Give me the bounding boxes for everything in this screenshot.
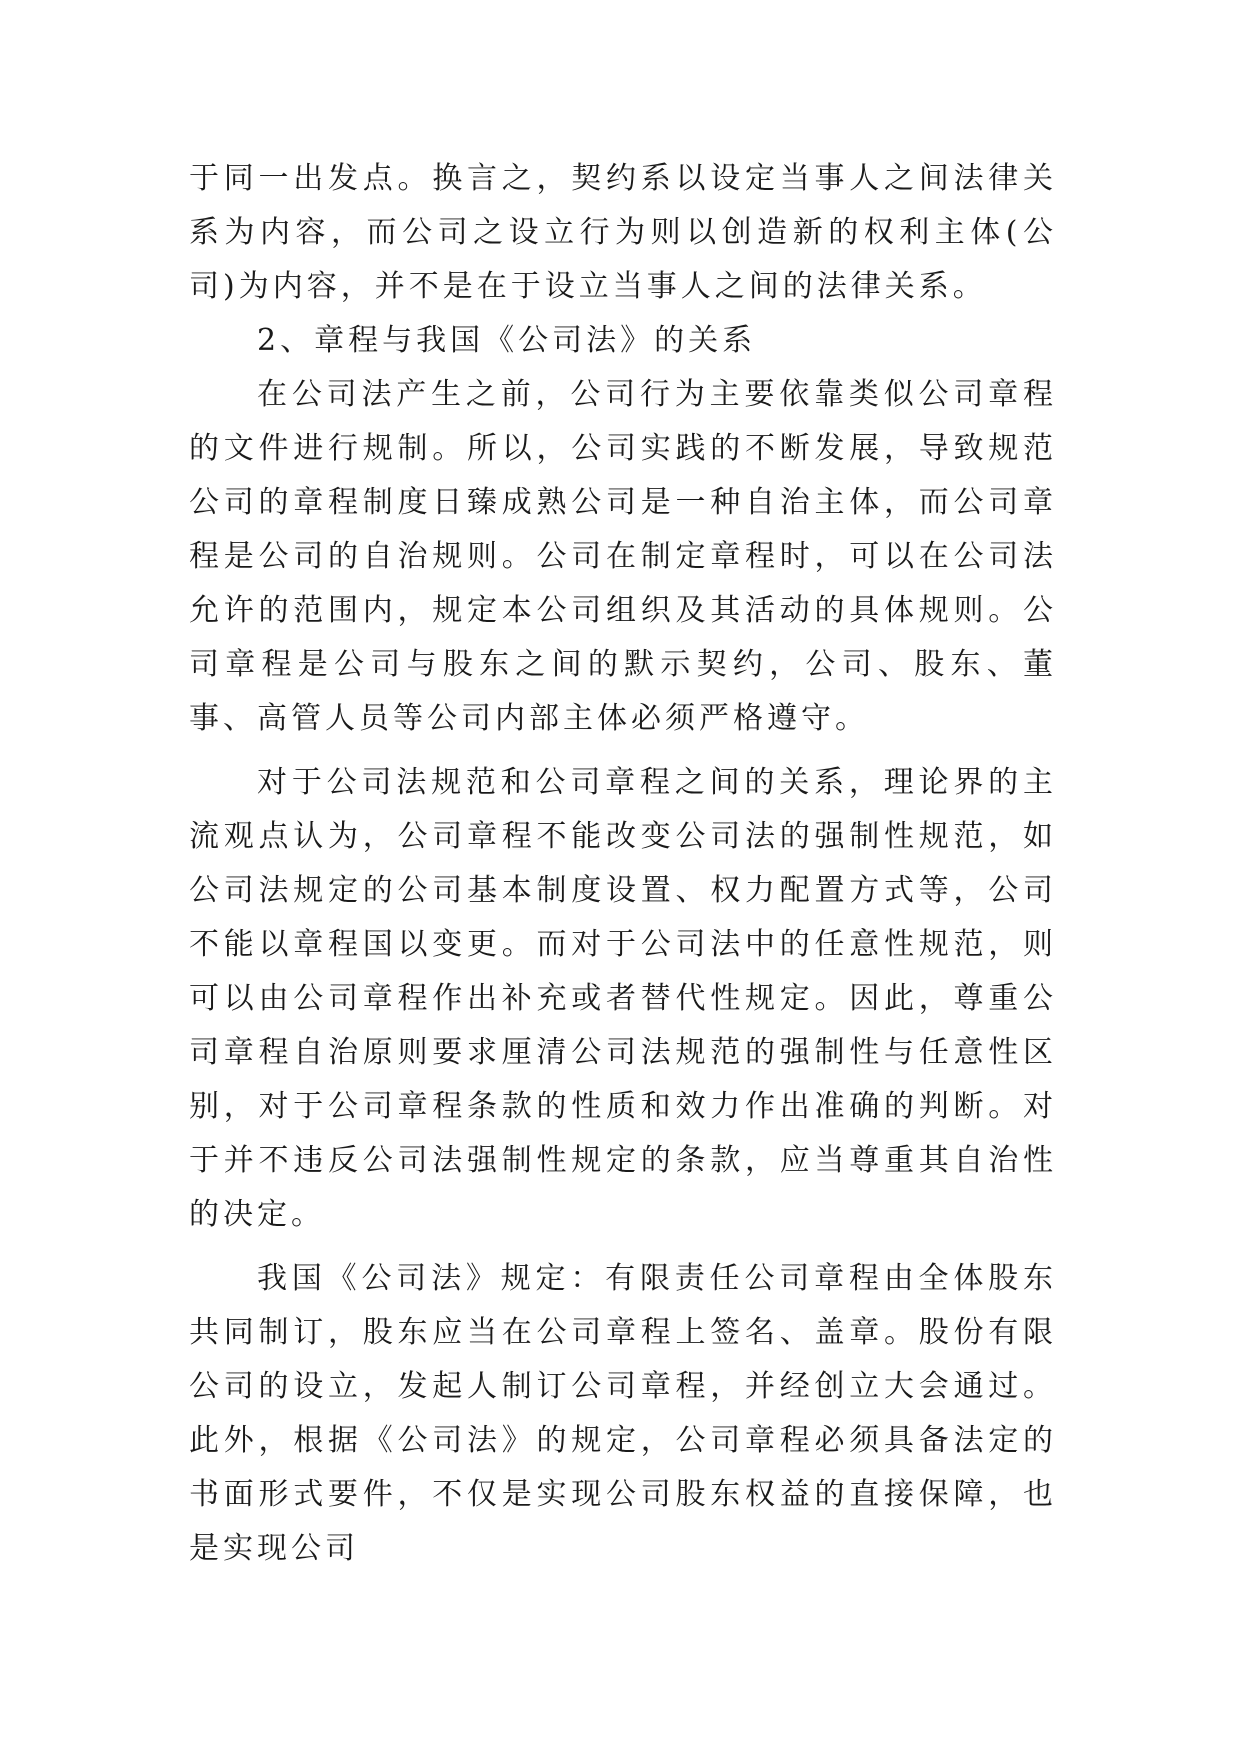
paragraph: 我国《公司法》规定：有限责任公司章程由全体股东共同制订，股东应当在公司章程上签名、盖章。股份有限公司的设立，发起人制订公司章程，并经创立大会通过。此外，根据《公司法》的规定，公司章程必须具备法定的书面形式要件，不仅是实现公司股东权益的直接保障，也是实现公司 (189, 1261, 1057, 1566)
section-heading: 2、章程与我国《公司法》的关系 (257, 323, 757, 358)
paragraph: 对于公司法规范和公司章程之间的关系，理论界的主流观点认为，公司章程不能改变公司法的强制性规范，如公司法规定的公司基本制度设置、权力配置方式等，公司不能以章程国以变更。而对于公司法中的任意性规范，则可以由公司章程作出补充或者替代性规定。因此，尊重公司章程自治原则要求厘清公司法规范的强制性与任意性区别，对于公司章程条款的性质和效力作出准确的判断。对于并不违反公司法强制性规定的条款，应当尊重其自治性的决定。 (189, 765, 1057, 1232)
paragraph: 在公司法产生之前，公司行为主要依靠类似公司章程的文件进行规制。所以，公司实践的不断发展，导致规范公司的章程制度日臻成熟公司是一种自治主体，而公司章程是公司的自治规则。公司在制定章程时，可以在公司法允许的范围内，规定本公司组织及其活动的具体规则。公司章程是公司与股东之间的默示契约，公司、股东、董事、高管人员等公司内部主体必须严格遵守。 (189, 377, 1057, 736)
paragraph-continuation: 于同一出发点。换言之，契约系以设定当事人之间法律关系为内容，而公司之设立行为则以创造新的权利主体(公司)为内容，并不是在于设立当事人之间的法律关系。 (189, 161, 1057, 304)
document-body (189, 152, 1057, 1576)
